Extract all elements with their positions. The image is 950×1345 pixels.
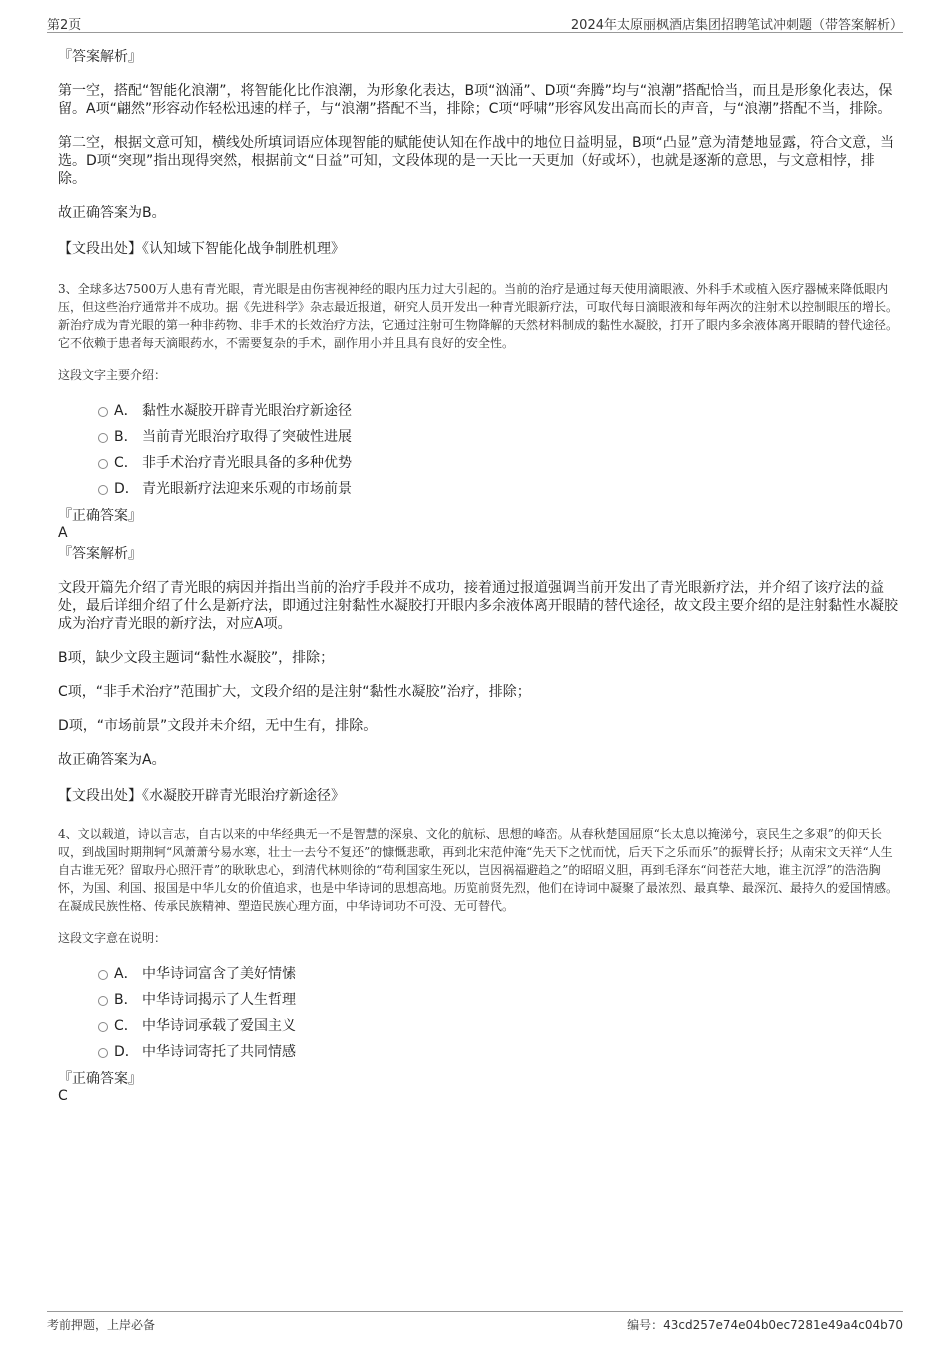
radio-icon[interactable] [98,459,108,469]
radio-icon[interactable] [98,1022,108,1032]
correct-answer: A [58,525,68,541]
analysis-paragraph: C项，“非手术治疗”范围扩大，文段介绍的是注射“黏性水凝胶”治疗，排除； [58,684,531,700]
option-a[interactable]: A． 黏性水凝胶开辟青光眼治疗新途径 [58,398,900,424]
question-text: 3、全球多达7500万人患有青光眼，青光眼是由伤害视神经的眼内压力过大引起的。当前的治疗是通过每天使用滴眼液、外科手术或植入医疗器械来降低眼内压，但这些治疗通常并不成功。据《先进科学》杂志最近报道，研究人员开发出一种青光眼新疗法，可取代每日滴眼液和每年两次的注射术以控制眼压的增长。新治疗成为青光眼的第一种非药物、非手术的长效治疗方法，它通过注射可生物降解的天然材料制成的黏性水凝胶，打开了眼内多余液体离开眼睛的替代途径。它不依赖于患者每天滴眼药水，不需要复杂的手术，副作用小并且具有良好的安全性。 [58,282,899,350]
radio-icon[interactable] [98,1048,108,1058]
correct-answer-label: 『正确答案』 [58,508,142,524]
option-d[interactable]: D． 中华诗词寄托了共同情感 [58,1039,900,1065]
analysis-paragraph: D项，“市场前景”文段并未介绍，无中生有，排除。 [58,718,378,734]
analysis-paragraph: 第一空，搭配“智能化浪潮”，将智能化比作浪潮，为形象化表达，B项“汹涌”、D项“奔腾”均与“浪潮”搭配恰当，而且是形象化表达，保留。A项“翩然”形容动作轻松迅速的样子，与“浪潮”搭配不当，排除；C项“呼啸”形容风发出高而长的声音，与“浪潮”搭配不当，排除。 [58,83,893,117]
option-c[interactable]: C． 非手术治疗青光眼具备的多种优势 [58,450,900,476]
radio-icon[interactable] [98,996,108,1006]
document-id: 编号：43cd257e74e04b0ec7281e49a4c04b70 [627,1318,903,1332]
document-title: 2024年太原丽枫酒店集团招聘笔试冲刺题（带答案解析） [570,18,903,33]
option-a[interactable]: A． 中华诗词富含了美好情愫 [58,961,900,987]
page-number: 第2页 [47,18,82,33]
conclusion: 故正确答案为B。 [58,205,166,221]
option-b[interactable]: B． 中华诗词揭示了人生哲理 [58,987,900,1013]
options-list [58,398,900,502]
footer-slogan: 考前押题，上岸必备 [47,1318,156,1332]
conclusion: 故正确答案为A。 [58,752,166,768]
radio-icon[interactable] [98,407,108,417]
source-citation: 【文段出处】《认知域下智能化战争制胜机理》 [58,241,345,257]
analysis-paragraph: 文段开篇先介绍了青光眼的病因并指出当前的治疗手段并不成功，接着通过报道强调当前开发出了青光眼新疗法，并介绍了该疗法的益处，最后详细介绍了什么是新疗法，即通过注射黏性水凝胶打开眼内多余液体离开眼睛的替代途径，故文段主要介绍的是注射黏性水凝胶成为治疗青光眼的新疗法，对应A项。 [58,580,898,632]
correct-answer: C [58,1088,68,1104]
source-citation: 【文段出处】《水凝胶开辟青光眼治疗新途径》 [58,788,345,804]
correct-answer-label: 『正确答案』 [58,1071,142,1087]
option-c[interactable]: C． 中华诗词承载了爱国主义 [58,1013,900,1039]
option-d[interactable]: D． 青光眼新疗法迎来乐观的市场前景 [58,476,900,502]
radio-icon[interactable] [98,970,108,980]
radio-icon[interactable] [98,433,108,443]
radio-icon[interactable] [98,485,108,495]
question-text: 4、文以载道，诗以言志，自古以来的中华经典无一不是智慧的深泉、文化的航标、思想的峰峦。从春秋楚国屈原“长太息以掩涕兮，哀民生之多艰”的仰天长叹，到战国时期荆轲“风萧萧兮易水寒，壮士一去兮不复还”的慷慨悲歌，再到北宋范仲淹“先天下之忧而忧，后天下之乐而乐”的振臂长抒；从南宋文天祥“人生自古谁无死？留取丹心照汗青”的耿耿忠心，到清代林则徐的“苟利国家生死以，岂因祸福避趋之”的昭昭义胆，再到毛泽东“问苍茫大地，谁主沉浮”的浩浩胸怀，为国、利国、报国是中华儿女的价值追求，也是中华诗词的思想高地。历览前贤先烈，他们在诗词中凝聚了最浓烈、最真挚、最深沉、最持久的爱国情感。在凝成民族性格、传承民族精神、塑造民族心理方面，中华诗词功不可没、无可替代。 [58,827,899,913]
option-b[interactable]: B． 当前青光眼治疗取得了突破性进展 [58,424,900,450]
page-content [58,46,900,1105]
options-list [58,961,900,1065]
analysis-label: 『答案解析』 [58,546,142,562]
page-header [47,14,903,33]
analysis-paragraph: 第二空，根据文意可知，横线处所填词语应体现智能的赋能使认知在作战中的地位日益明显，B项“凸显”意为清楚地显露，符合文意，当选。D项“突现”指出现得突然，根据前文“日益”可知，文段体现的是一天比一天更加（好或坏），也就是逐渐的意思，与文意相悖，排除。 [58,135,895,187]
question-prompt: 这段文字主要介绍： [58,368,167,382]
analysis-label: 『答案解析』 [58,49,142,65]
question-prompt: 这段文字意在说明： [58,931,167,945]
analysis-paragraph: B项，缺少文段主题词“黏性水凝胶”，排除； [58,650,335,666]
page-footer [47,1311,903,1332]
